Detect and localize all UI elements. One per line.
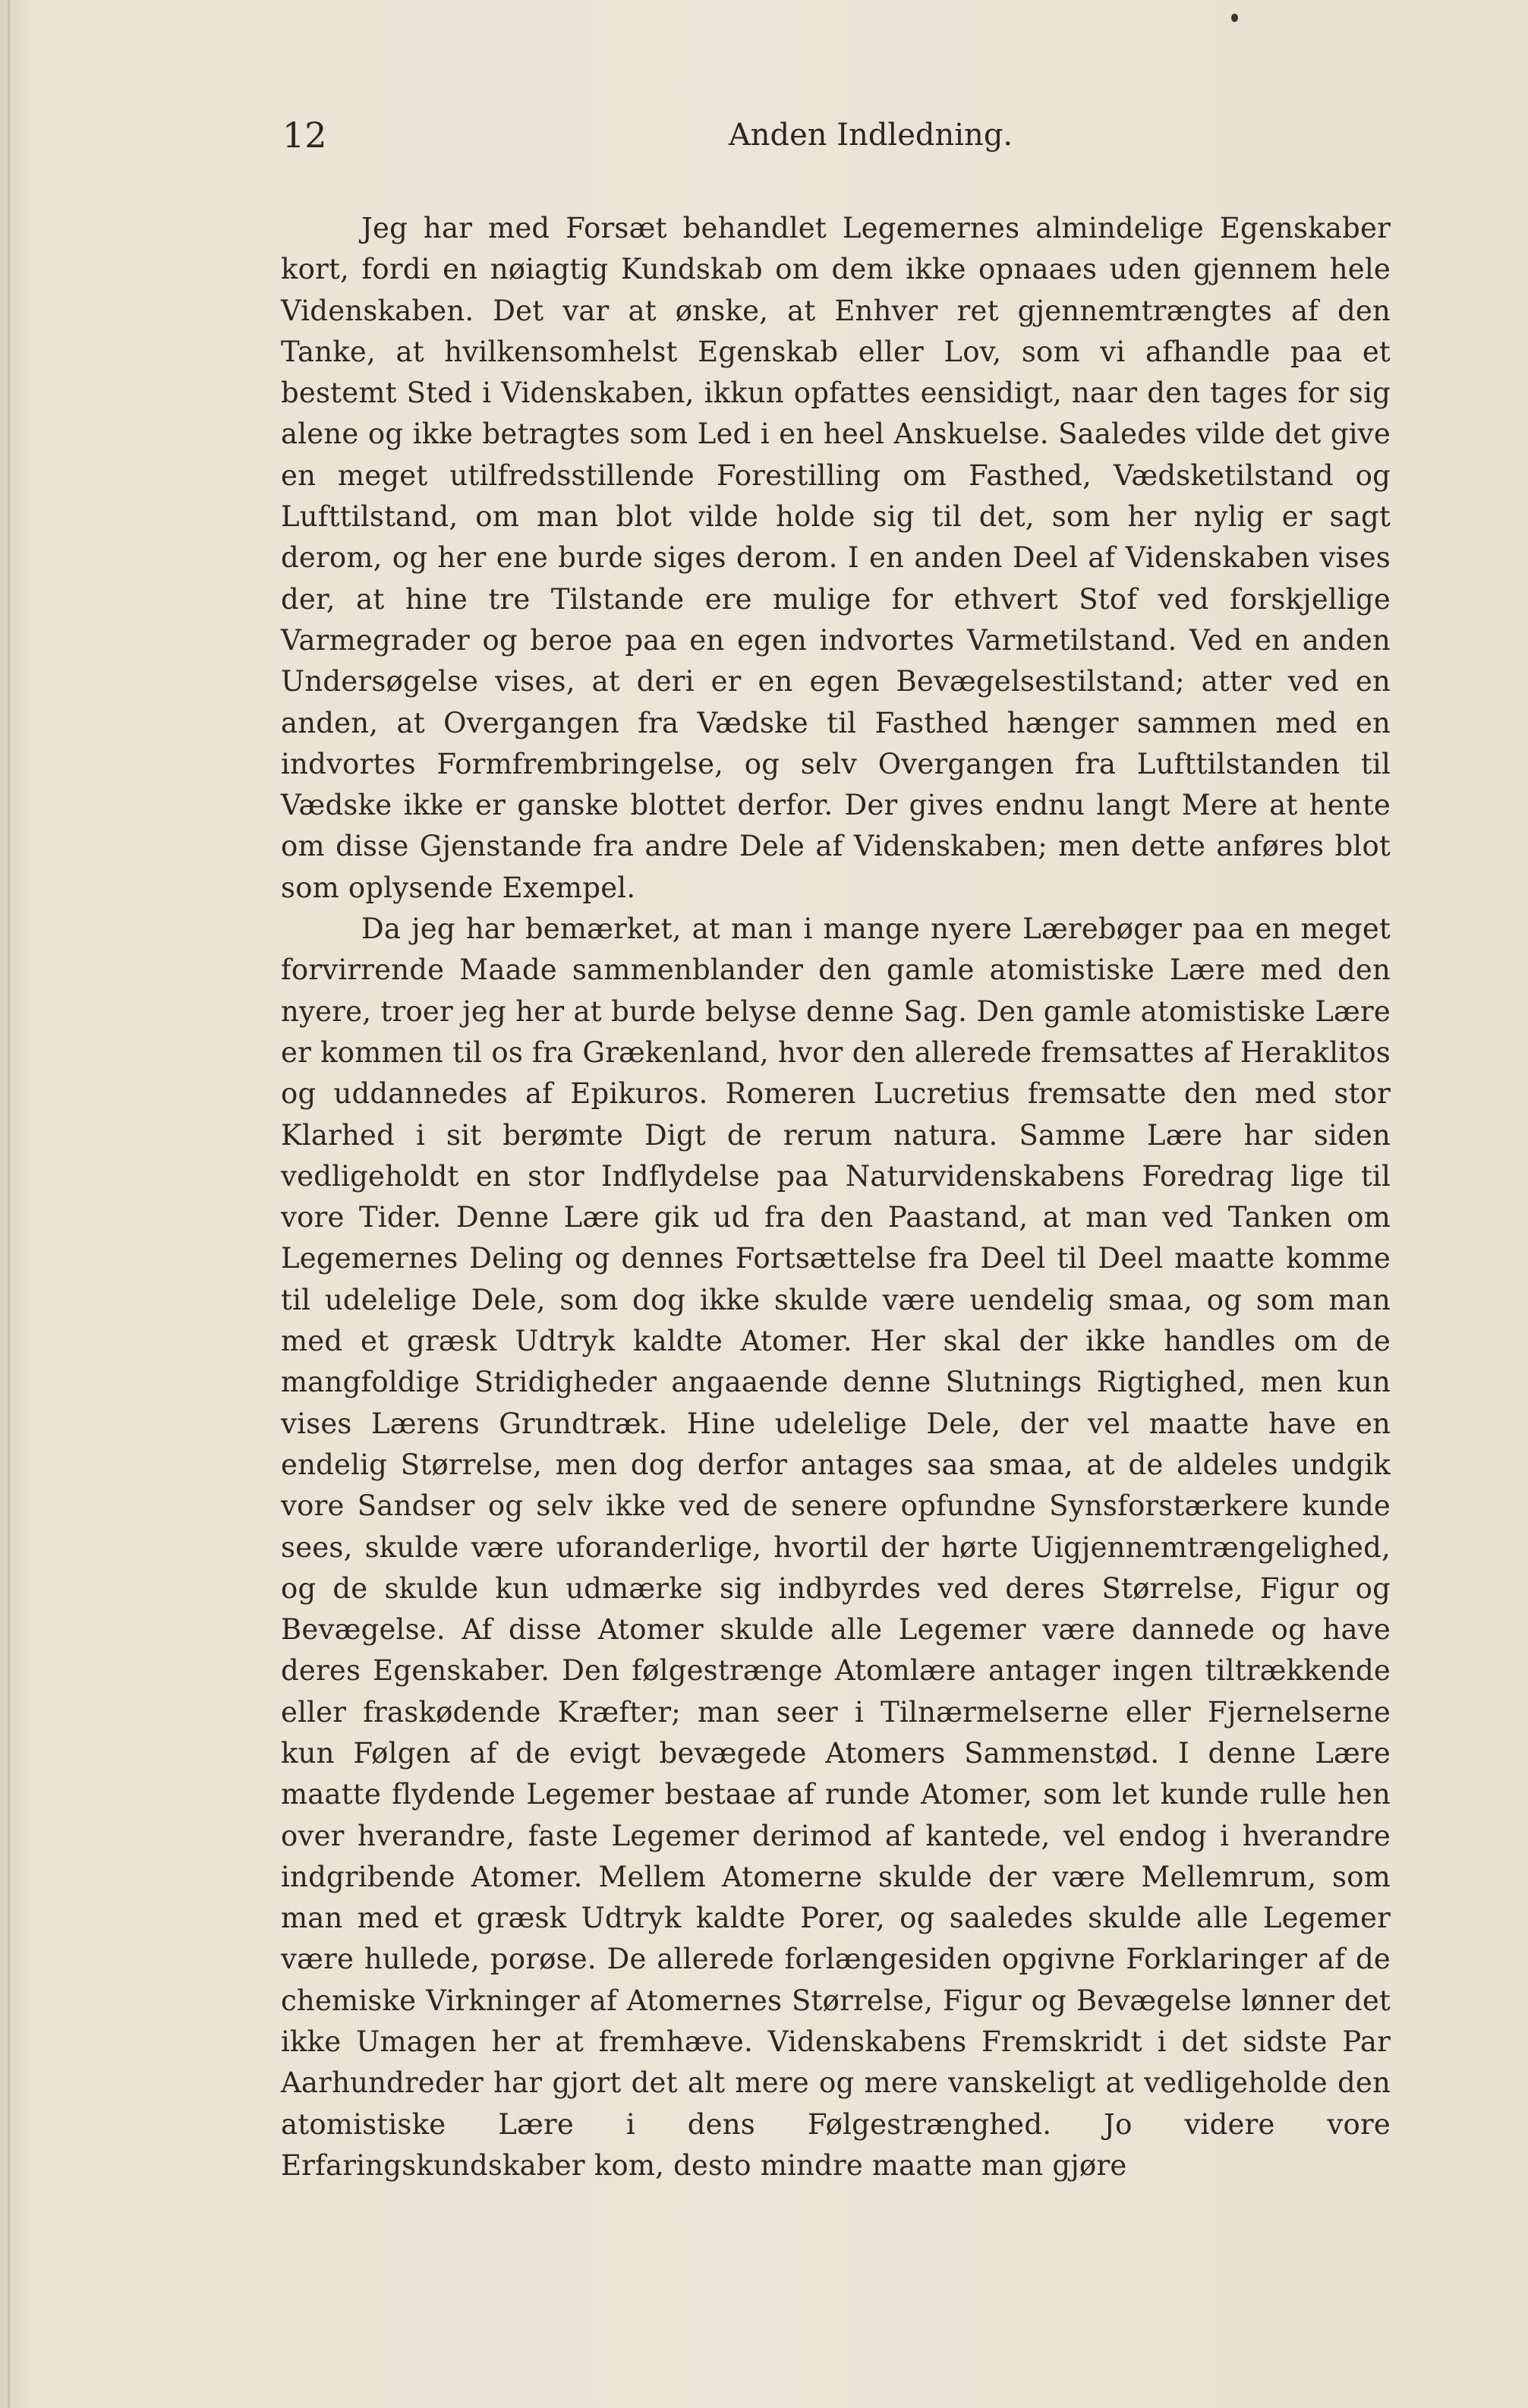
paragraph-1: Jeg har med Forsæt behandlet Legemernes almindelige Egenskaber kort, fordi en nøiagtig Kundskab om dem ikke opnaaes uden gjennem hele Videnskaben. Det var at ønske, at Enhver ret gjennemtrængtes af den Tanke, at hvilkensomhelst Egenskab eller Lov, som vi afhandle paa et bestemt Sted i Videnskaben, ikkun opfattes eensidigt, naar den tages for sig alene og ikke betragtes som Led i en heel Anskuelse. Saaledes vilde det give en meget utilfredsstillende Forestilling om Fasthed, Vædsketilstand og Lufttilstand, om man blot vilde holde sig til det, som her nylig er sagt derom, og her ene burde siges derom. I en anden Deel af Videnskaben vises der, at hine tre Tilstande ere mulige for ethvert Stof ved forskjellige Varmegrader og beroe paa en egen indvortes Varmetilstand. Ved en anden Undersøgelse vises, at deri er en egen Bevægelsestilstand; atter ved en anden, at Overgangen fra Vædske til Fasthed hænger sammen med en indvortes Formfrembringelse, og selv Overgangen fra Lufttilstanden til Vædske ikke er ganske blottet derfor. Der gives endnu langt Mere at hente om disse Gjenstande fra andre Dele af Videnskaben; men dette anføres blot som oplysende Exempel.: [281, 212, 1391, 904]
ink-speck: [1231, 14, 1238, 22]
page-gutter: [8, 0, 10, 2408]
page-header: [282, 112, 1391, 158]
paragraph-2: Da jeg har bemærket, at man i mange nyere Lærebøger paa en meget forvirrende Maade sammenblander den gamle atomistiske Lære med den nyere, troer jeg her at burde belyse denne Sag. Den gamle atomistiske Lære er kommen til os fra Grækenland, hvor den allerede fremsattes af Heraklitos og uddannedes af Epikuros. Romeren Lucretius fremsatte den med stor Klarhed i sit berømte Digt de rerum natura. Samme Lære har siden vedligeholdt en stor Indflydelse paa Naturvidenskabens Foredrag lige til vore Tider. Denne Lære gik ud fra den Paastand, at man ved Tanken om Legemernes Deling og dennes Fortsættelse fra Deel til Deel maatte komme til udelelige Dele, som dog ikke skulde være uendelig smaa, og som man med et græsk Udtryk kaldte Atomer. Her skal der ikke handles om de mangfoldige Stridigheder angaaende denne Slutnings Rigtighed, men kun vises Lærens Grundtræk. Hine udelelige Dele, der vel maatte have en endelig Størrelse, men dog derfor antages saa smaa, at de aldeles undgik vore Sandser og selv ikke ved de senere opfundne Synsforstærkere kunde sees, skulde være uforanderlige, hvortil der hørte Uigjennemtrængelighed, og de skulde kun udmærke sig indbyrdes ved deres Størrelse, Figur og Bevægelse. Af disse Atomer skulde alle Legemer være dannede og have deres Egenskaber. Den følgestrænge Atomlære antager ingen tiltrækkende eller fraskødende Kræfter; man seer i Tilnærmelserne eller Fjernelserne kun Følgen af de evigt bevægede Atomers Sammenstød. I denne Lære maatte flydende Legemer bestaae af runde Atomer, som let kunde rulle hen over hverandre, faste Legemer derimod af kantede, vel endog i hverandre indgribende Atomer. Mellem Atomerne skulde der være Mellemrum, som man med et græsk Udtryk kaldte Porer, og saaledes skulde alle Legemer være hullede, porøse. De allerede forlængesiden opgivne Forklaringer af de chemiske Virkninger af Atomernes Størrelse, Figur og Bevægelse lønner det ikke Umagen her at fremhæve. Videnskabens Fremskridt i det sidste Par Aarhundreder har gjort det alt mere og mere vanskeligt at vedligeholde den atomistiske Lære i dens Følgestrænghed. Jo videre vore Erfaringskundskaber kom, desto mindre maatte man gjøre: [281, 912, 1391, 2182]
running-title: Anden Indledning.: [728, 118, 1013, 153]
body-text: [281, 208, 1391, 2186]
page-number: 12: [282, 115, 327, 156]
